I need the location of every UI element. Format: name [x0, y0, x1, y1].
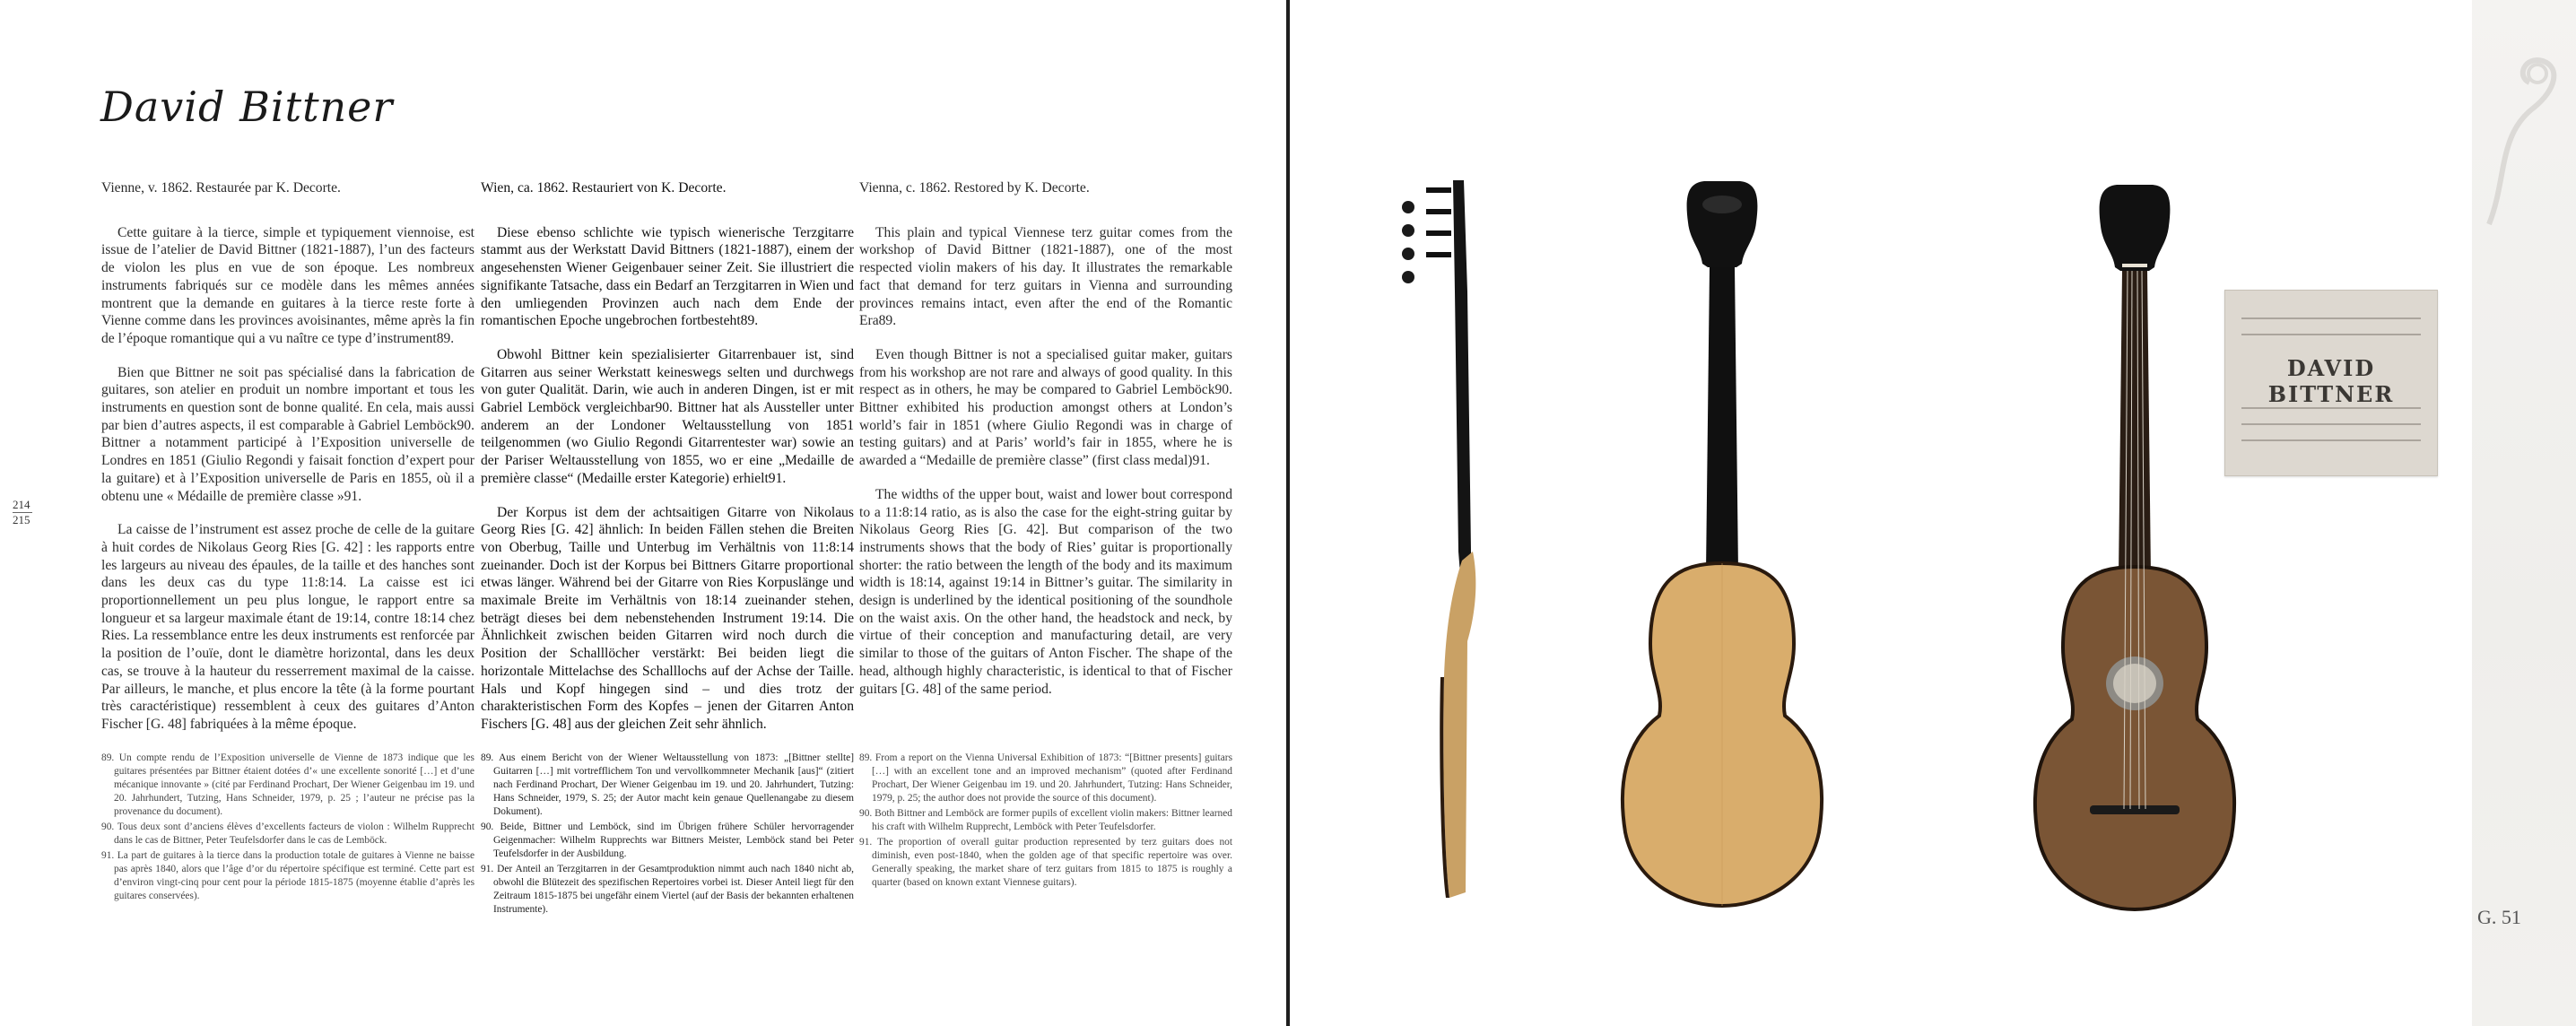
- violin-scroll-watermark: [2471, 54, 2570, 233]
- footnote: 91. The proportion of overall guitar production represented by terz guitars does not diminish, even post-1840, when the golden age of that specific repertoire was over. Generally speaking, the market share of terz guitars from 1815 to 1875 is roughly a quarter (based on known extant Viennese guitars).: [859, 837, 1232, 888]
- guitar-front-view: [2018, 181, 2251, 917]
- footnote: 89. Aus einem Bericht von der Wiener Weltausstellung von 1873: „[Bittner stellte] Guitarren […] mit vortrefflichem Ton und vervollkommneter Mechanik [aus]“ (zitiert nach Ferdinand Prochart, Der Wiener Geigenbau im 19. und 20. Jahrhundert, Tutzing: Hans Schneider, 1979, S. 25; der Autor macht kein genaue Quellenangabe zu diesem Dokument).: [481, 752, 854, 817]
- footnote: 90. Tous deux sont d’anciens élèves d’excellents facteurs de violon : Wilhelm Rupprecht dans le cas de Bittner, Peter Teufelsdorfer dans le cas de Lemböck.: [101, 822, 474, 846]
- label-ornament-line: [2241, 317, 2421, 319]
- english-paragraph: Even though Bittner is not a specialised guitar maker, guitars from his workshop are not rare and always of good quality. In this respect as in others, he may be compared to Gabriel Lemböck90. Bittner exhibited his production amongst others at London’s world’s fair in 1851 (where Giulio Regondi was in charge of testing guitars) and at Paris’ world’s fair in 1855, where he is awarded a “Medaille de première classe” (first class medal)91.: [859, 346, 1232, 469]
- french-footnotes: [101, 752, 474, 905]
- guitar-side-view: [1390, 175, 1498, 910]
- label-ornament-line: [2241, 423, 2421, 425]
- german-paragraph: Der Korpus ist dem der achtsaitigen Gitarre von Nikolaus Georg Ries [G. 42] ähnlich: In beiden Fällen stehen die Breiten von Oberbug, Taille und Unterbug im Verhältnis von 11:8:14 zueinander. Doch ist der Korpus bei Bittners Gitarre proportional etwas länger. Während bei der Gitarre von Ries Korpuslänge und maximale Breite im Verhältnis von 18:14 zueinander stehen, beträgt dieses bei dem nebenstehenden Instrument 19:14. Die Ähnlichkeit zwischen beiden Gitarren wird noch durch die Position der Schalllöcher verstärkt: Bei beiden liegt die horizontale Mittelachse des Schalllochs auf der Achse der Taille. Hals und Kopf hingegen sind – und dies trotz der charakteristischen Form des Kopfes – jenen der Gitarren Anton Fischers [G. 48] aus der gleichen Zeit sehr ähnlich.: [481, 504, 854, 732]
- french-text-column: [101, 179, 474, 750]
- maker-label-image: [2224, 290, 2438, 476]
- german-paragraph: Diese ebenso schlichte wie typisch wienerische Terzgitarre stammt aus der Werkstatt David Bittners (1821-1887), einem der angesehensten Wiener Geigenbauer seiner Zeit. Sie illustriert die signifikante Tatsache, dass ein Bedarf an Terzgitarren in Wien und den umliegenden Provinzen auch nach dem Ende der romantischen Epoche ungebrochen fortbesteht89.: [481, 224, 854, 329]
- page-number-left: 214: [13, 498, 30, 511]
- french-caption: Vienne, v. 1862. Restaurée par K. Decorte.: [101, 180, 341, 196]
- german-text-column: [481, 179, 854, 750]
- footnote: 91. Der Anteil an Terzgitarren in der Gesamtproduktion nimmt auch nach 1840 nicht ab, obwohl die Blütezeit des spezifischen Repertoires vorbei ist. Dieser Anteil liegt für den Zeitraum 1815-1875 bei ungefähr einem Viertel (auf der Basis der bekannten erhaltenen Instrumente).: [481, 864, 854, 915]
- footnote: 89. From a report on the Vienna Universal Exhibition of 1873: “[Bittner presents] guitars […] with an excellent tone and an improved mechanism” (quoted after Ferdinand Prochart, Der Wiener Geigenbau im 19. und 20. Jahrhundert, Tutzing: Hans Schneider, 1979, p. 25; the author does not provide the source of this document).: [859, 752, 1232, 804]
- german-footnotes: [481, 752, 854, 918]
- french-paragraph: Bien que Bittner ne soit pas spécialisé dans la fabrication de guitares, son atelier en produit un nombre important et tous les instruments en question sont de bonne qualité. En cela, mais aussi par bien d’autres aspects, il est comparable à Gabriel Lemböck90. Bittner a notamment participé à l’Exposition universelle de Londres en 1851 (Giulio Regondi y faisait fonction d’expert pour la guitare) et à l’Exposition universelle de Paris en 1855, où il a obtenu une « Médaille de première classe »91.: [101, 364, 474, 504]
- english-footnotes: [859, 752, 1232, 891]
- guitar-back-view: [1614, 178, 1830, 913]
- plate-number: G. 51: [2477, 906, 2521, 928]
- footnote: 90. Beide, Bittner und Lemböck, sind im Übrigen frühere Schüler hervorragender Geigenmacher: Wilhelm Rupprechts war Bittners Meister, Lemböck stand bei Peter Teufelsdorfer in der Ausbildung.: [481, 822, 854, 859]
- label-brand-text: DAVID BITTNER: [2267, 355, 2395, 407]
- english-text-column: [859, 179, 1232, 714]
- english-caption: Vienna, c. 1862. Restored by K. Decorte.: [859, 180, 1090, 196]
- page-number-right: 215: [13, 513, 30, 526]
- label-ornament-line: [2241, 334, 2421, 335]
- footnote: 91. La part de guitares à la tierce dans la production totale de guitares à Vienne ne baisse pas après 1840, alors que l’âge d’or du répertoire spécifique est terminé. Cette part est d’environ vingt-cinq pour cent pour la période 1815-1875 (moyenne établie d’après les guitares conservées).: [101, 850, 474, 901]
- footnote: 89. Un compte rendu de l’Exposition universelle de Vienne de 1873 indique que les guitares présentées par Bittner étaient dotées d’« une excellente sonorité […] et d’une mécanique innovante » (cité par Ferdinand Prochart, Der Wiener Geigenbau im 19. und 20. Jahrhundert, Tutzing, Hans Schneider, 1979, p. 25 ; l’auteur ne précise pas la provenance du document).: [101, 752, 474, 817]
- footnote: 90. Both Bittner and Lemböck are former pupils of excellent violin makers: Bittner learned his craft with Wilhelm Rupprecht, Lemböck with Peter Teufelsdorfer.: [859, 808, 1232, 832]
- label-ornament-line: [2241, 439, 2421, 441]
- french-paragraph: Cette guitare à la tierce, simple et typiquement viennoise, est issue de l’atelier de David Bittner (1821-1887), l’un des facteurs de violon les plus en vue de son époque. Les nombreux instruments fabriqués sur ce modèle dans les mêmes années montrent que la demande en guitares à la tierce reste forte à Vienne comme dans les provinces avoisinantes, même après la fin de l’époque romantique qui a vu naître ce type d’instrument89.: [101, 224, 474, 346]
- english-paragraph: The widths of the upper bout, waist and lower bout correspond to a 11:8:14 ratio, as is also the case for the eight-string guitar by Nikolaus Georg Ries [G. 42]. But comparison of the two instruments shows that the body of Ries’ guitar is proportionally shorter: the ratio between the length of the body and its maximum width is 18:14, against 19:14 in Bittner’s guitar. The similarity in design is underlined by the identical positioning of the soundhole on the waist axis. On the other hand, the headstock and neck, by virtue of their conception and manufacturing detail, are very similar to those of the guitars of Anton Fischer. The shape of the head, although highly characteristic, is identical to that of Fischer guitars [G. 48] of the same period.: [859, 486, 1232, 697]
- label-ornament-line: [2241, 407, 2421, 409]
- german-paragraph: Obwohl Bittner kein spezialisierter Gitarrenbauer ist, sind Gitarren aus seiner Werkstatt keineswegs selten und durchwegs von guter Qualität. Darin, wie auch in anderen Dingen, ist er mit Gabriel Lemböck vergleichbar90. Bittner hat als Aussteller unter anderem an der Londoner Weltausstellung von 1851 teilgenommen (wo Giulio Regondi Gitarrentester war) sowie an der Pariser Weltausstellung von 1855, wo er eine „Medaille de première classe“ (Medaille erster Kategorie) erhielt91.: [481, 346, 854, 486]
- german-caption: Wien, ca. 1862. Restauriert von K. Decorte.: [481, 180, 727, 196]
- english-paragraph: This plain and typical Viennese terz guitar comes from the workshop of David Bittner (1821-1887), one of the most respected violin makers of his day. It illustrates the remarkable fact that demand for terz guitars in Vienna and surrounding provinces remains intact, even after the end of the Romantic Era89.: [859, 224, 1232, 329]
- maker-signature-title: David Bittner: [100, 83, 394, 131]
- french-paragraph: La caisse de l’instrument est assez proche de celle de la guitare à huit cordes de Nikolaus Georg Ries [G. 42] : les rapports entre les largeurs au niveau des épaules, de la taille et des hanches sont dans les deux cas du type 11:8:14. La caisse est ici proportionnellement un peu plus longue, le rapport entre sa longueur et sa largeur maximale étant de 19:14, contre 18:14 chez Ries. La ressemblance entre les deux instruments est renforcée par la position de l’ouïe, dont le diamètre horizontal, dans les deux cas, se trouve à la hauteur du resserrement maximal de la caisse. Par ailleurs, le manche, et plus encore la tête (à la forme pourtant très caractéristique) ressemblent à ceux des guitares d’Anton Fischer [G. 48] fabriquées à la même époque.: [101, 522, 474, 732]
